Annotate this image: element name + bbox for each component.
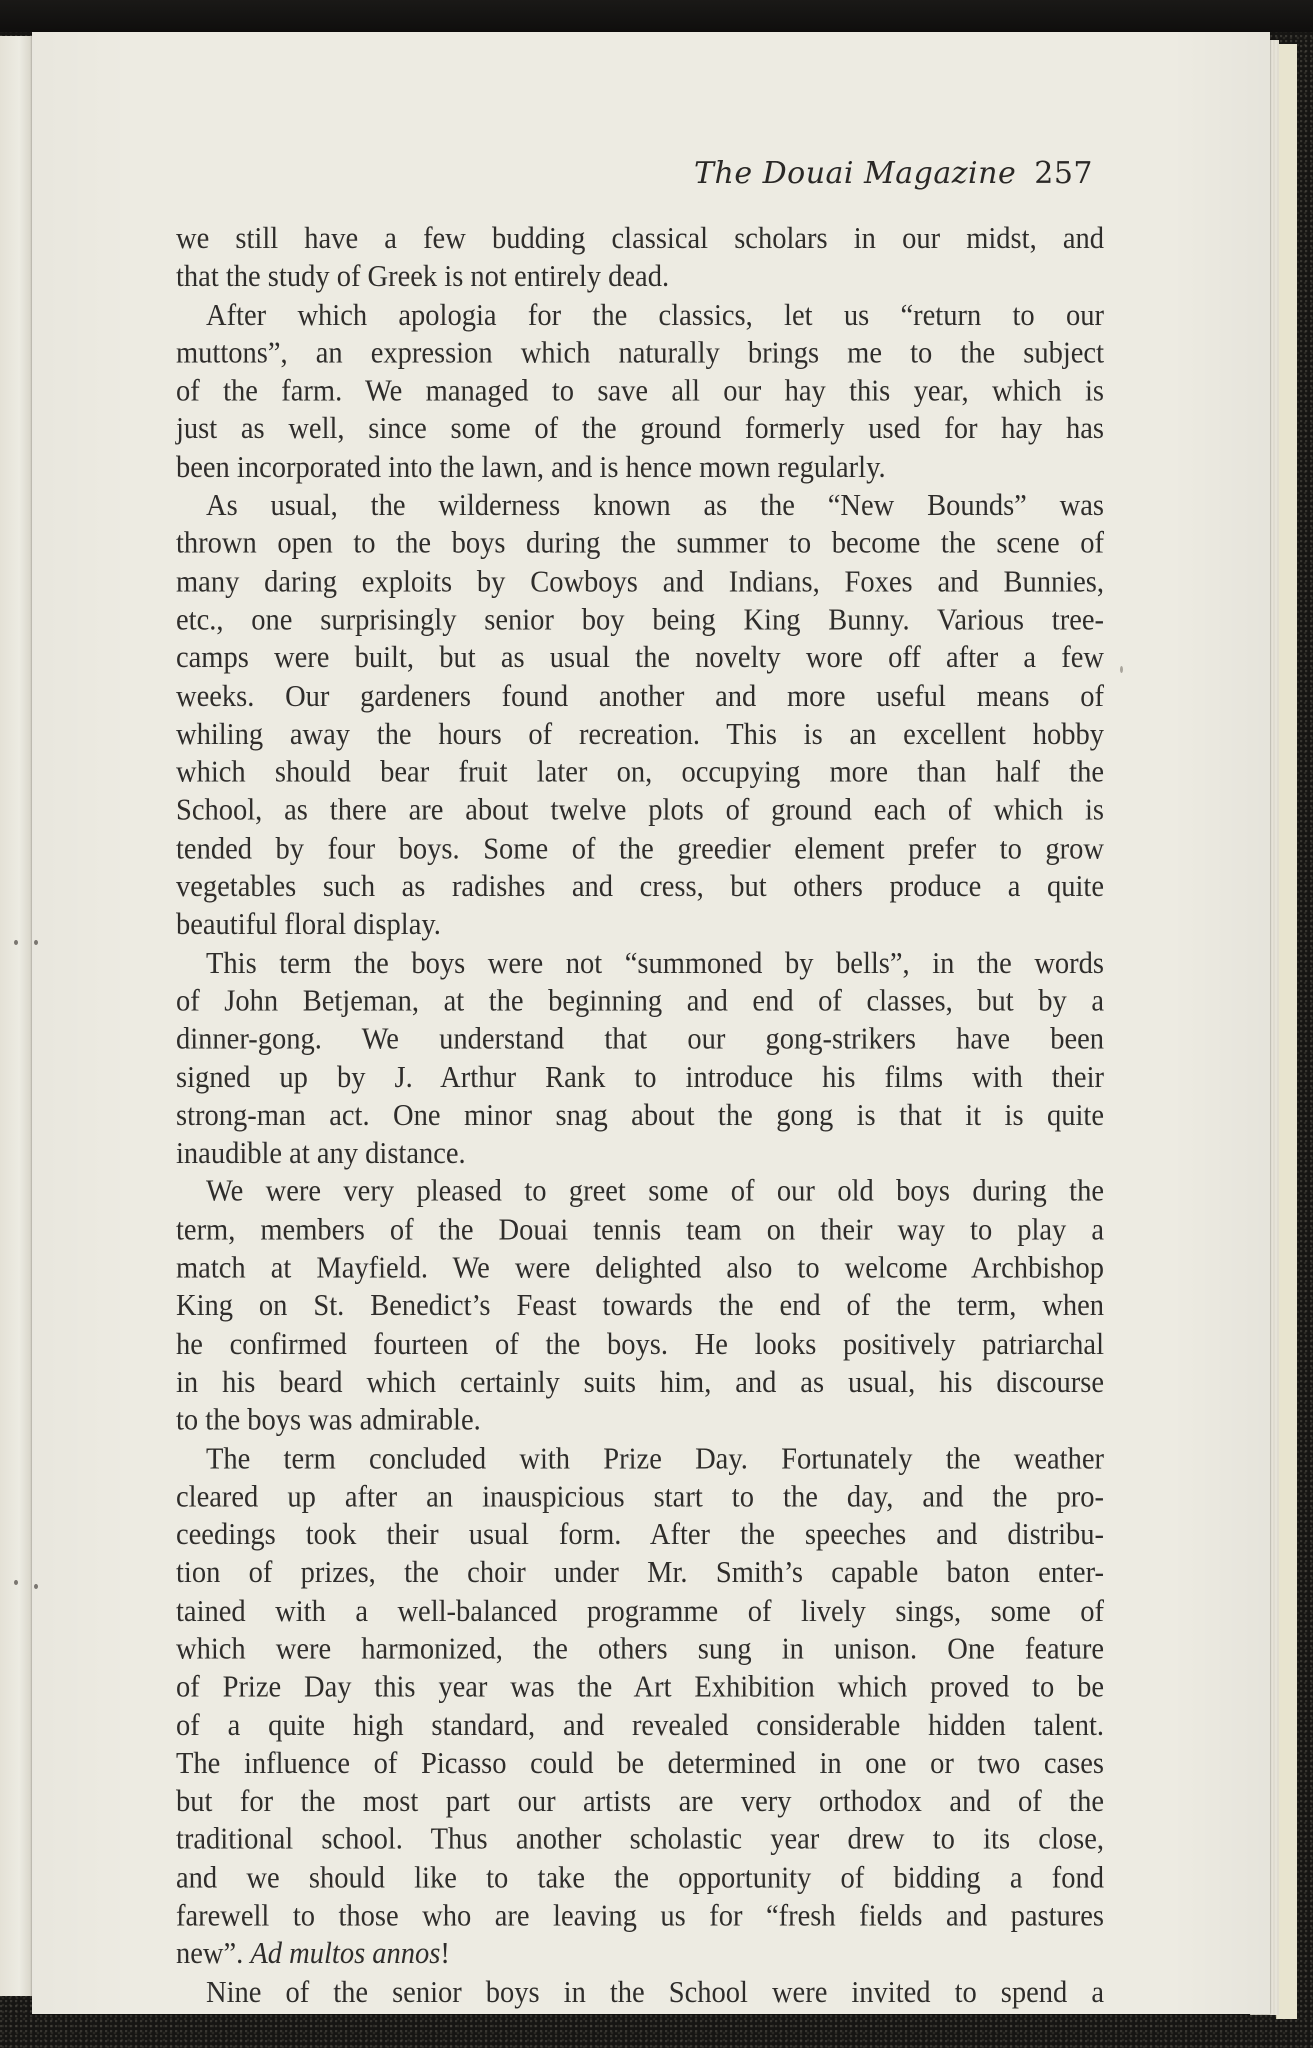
text-line: of the farm. We managed to save all our hay this year, which is: [176, 374, 1104, 409]
paragraph: [176, 296, 1104, 487]
text-line: vegetables such as radishes and cress, but others produce a quite: [176, 870, 1104, 904]
text-line: which were harmonized, the others sung in unison. One feature: [176, 1632, 1104, 1667]
text-line: dinner-gong. We understand that our gong-strikers have been: [176, 1022, 1104, 1057]
text-line: he confirmed fourteen of the boys. He looks positively patriarchal: [176, 1327, 1104, 1362]
text-line: King on St. Benedict’s Feast towards the end of the term, when: [176, 1289, 1104, 1324]
paragraph: [176, 487, 1104, 944]
text-fragment: !: [440, 1937, 450, 1972]
text-line: strong-man act. One minor snag about the gong is that it is quite: [176, 1098, 1104, 1133]
back-cover-edge: [1276, 44, 1297, 2019]
text-line: camps were built, but as usual the novelty wore off after a few: [176, 641, 1104, 675]
text-line: of John Betjeman, at the beginning and end of classes, but by a: [176, 984, 1104, 1019]
text-line: tended by four boys. Some of the greedier element prefer to grow: [176, 832, 1104, 866]
binding-speck: [14, 940, 18, 945]
text-line: match at Mayfield. We were delighted also to welcome Archbishop: [176, 1251, 1104, 1285]
left-page-gutter: [0, 36, 33, 1996]
text-line: Nine of the senior boys in the School were invited to spend a: [206, 1975, 1104, 2010]
text-line: After which apologia for the classics, let us “return to our: [206, 298, 1104, 332]
text-line: term, members of the Douai tennis team on their way to play a: [176, 1213, 1104, 1247]
text-line: The influence of Picasso could be determined in one or two cases: [176, 1746, 1104, 1781]
text-line: that the study of Greek is not entirely dead.: [176, 260, 670, 294]
latin-phrase: Ad multos annos: [250, 1937, 441, 1972]
text-line: etc., one surprisingly senior boy being King Bunny. Various tree-: [176, 603, 1104, 637]
text-line: tion of prizes, the choir under Mr. Smith’s capable baton enter-: [176, 1556, 1104, 1590]
text-line: muttons”, an expression which naturally brings me to the subject: [176, 336, 1104, 371]
text-line: just as well, since some of the ground formerly used for hay has: [176, 412, 1104, 447]
text-line: many daring exploits by Cowboys and Indians, Foxes and Bunnies,: [176, 565, 1104, 599]
paragraph: [176, 944, 1104, 1173]
text-line: of a quite high standard, and revealed considerable hidden talent.: [176, 1708, 1104, 1743]
text-line: been incorporated into the lawn, and is hence mown regularly.: [176, 450, 886, 485]
text-line: and we should like to take the opportunity of bidding a fond: [176, 1861, 1104, 1895]
text-line: in his beard which certainly suits him, and as usual, his discourse: [176, 1365, 1104, 1400]
text-line: School, as there are about twelve plots of ground each of which is: [176, 793, 1104, 828]
page-speck: [1120, 666, 1123, 673]
paragraph: [176, 1974, 1104, 2012]
body-text: [176, 220, 1104, 2012]
text-line: The term concluded with Prize Day. Fortunately the weather: [206, 1442, 1104, 1476]
text-line: weeks. Our gardeners found another and more useful means of: [176, 679, 1104, 714]
binding-speck: [14, 1580, 18, 1585]
text-line: [176, 1935, 1104, 1973]
binding-speck: [34, 1584, 38, 1589]
magazine-title: The Douai Magazine: [693, 156, 1017, 191]
text-line: signed up by J. Arthur Rank to introduce his films with their: [176, 1060, 1104, 1095]
book-cover-top-edge: [0, 0, 1313, 32]
text-line: thrown open to the boys during the summer to become the scene of: [176, 527, 1104, 561]
text-line: As usual, the wilderness known as the “New Bounds” was: [206, 489, 1104, 523]
text-line: cleared up after an inauspicious start to the day, and the pro-: [176, 1480, 1104, 1514]
text-line: farewell to those who are leaving us for “fresh fields and pastures: [176, 1899, 1104, 1933]
text-line: which should bear fruit later on, occupying more than half the: [176, 755, 1104, 790]
text-line: tained with a well-balanced programme of lively sings, some of: [176, 1594, 1104, 1628]
page-number: 257: [1034, 156, 1093, 191]
text-line: whiling away the hours of recreation. This is an excellent hobby: [176, 717, 1104, 752]
text-line: to the boys was admirable.: [176, 1403, 481, 1438]
text-line: traditional school. Thus another scholastic year drew to its close,: [176, 1823, 1104, 1857]
paragraph: [176, 1440, 1104, 1974]
running-head: [694, 156, 1093, 191]
text-fragment: new”.: [176, 1937, 251, 1972]
text-line: of Prize Day this year was the Art Exhibition which proved to be: [176, 1670, 1104, 1705]
text-line: but for the most part our artists are very orthodox and of the: [176, 1785, 1104, 1819]
text-line: beautiful floral display.: [176, 908, 441, 942]
text-line: ceedings took their usual form. After the speeches and distribu-: [176, 1518, 1104, 1552]
text-line: We were very pleased to greet some of our old boys during the: [206, 1175, 1104, 1209]
paragraph: [176, 220, 1104, 296]
text-line: inaudible at any distance.: [176, 1137, 466, 1171]
binding-speck: [34, 940, 38, 945]
paragraph: [176, 1173, 1104, 1440]
text-line: we still have a few budding classical scholars in our midst, and: [176, 222, 1104, 256]
text-line: This term the boys were not “summoned by bells”, in the words: [206, 946, 1104, 980]
